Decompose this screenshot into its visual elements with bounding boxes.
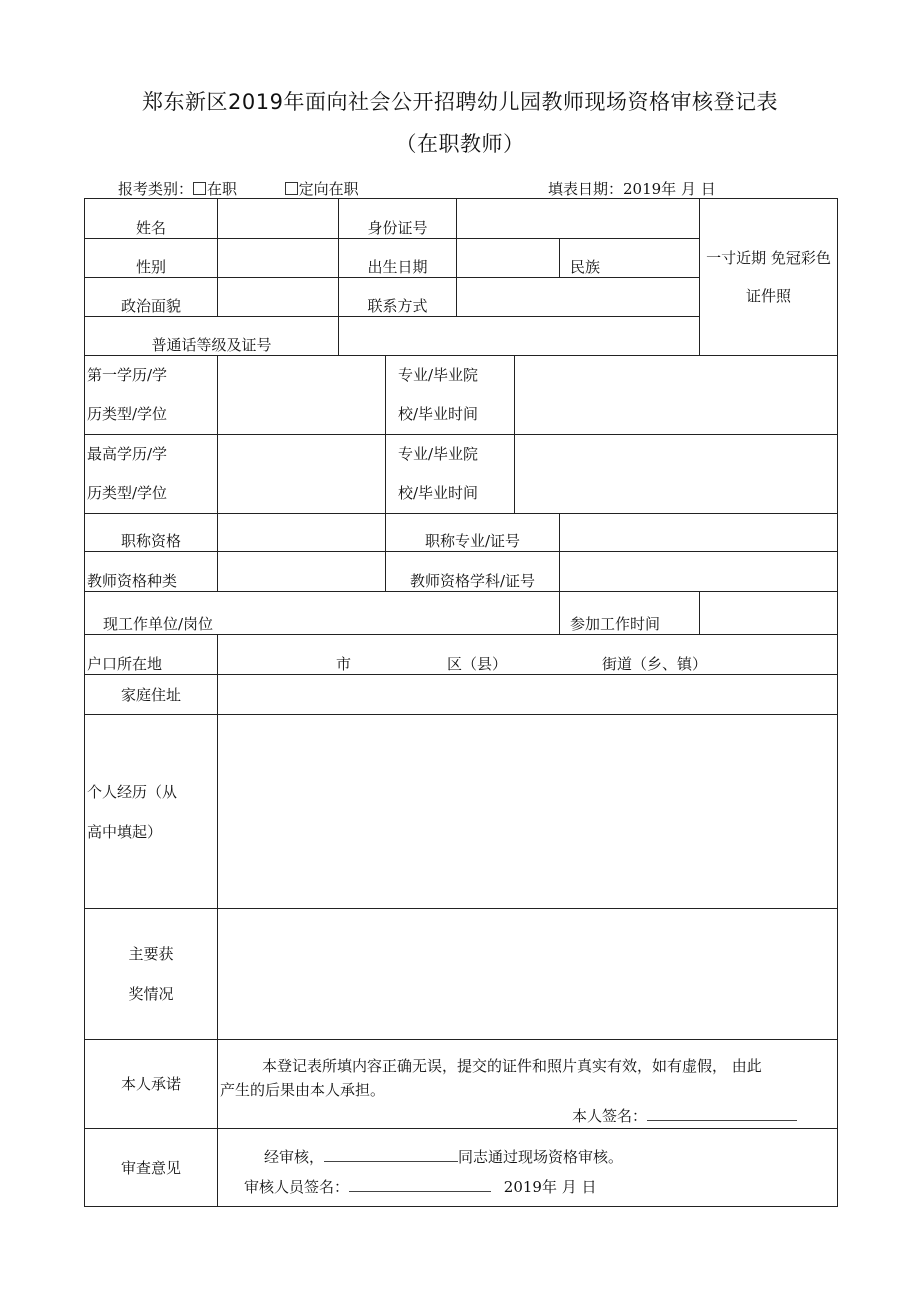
review-text-row — [218, 1145, 837, 1169]
field-awards[interactable] — [218, 909, 838, 1040]
photo-area — [700, 199, 838, 356]
pledge-text-line2: 产生的后果由本人承担。 — [220, 1081, 386, 1099]
review-date: 2019年 月 日 — [503, 1178, 597, 1196]
field-work-start[interactable] — [700, 592, 838, 635]
label-title-qual: 职称资格 — [85, 514, 218, 552]
registration-table — [84, 198, 838, 1207]
field-teacher-qual-subject[interactable] — [560, 552, 838, 592]
label-birth-date: 出生日期 — [339, 239, 457, 278]
label-political-status: 政治面貌 — [85, 278, 218, 317]
review-sign-label: 审核人员签名： — [244, 1178, 350, 1196]
pledge-sign-label: 本人签名： — [572, 1107, 648, 1125]
label-contact: 联系方式 — [339, 278, 457, 317]
label-id-number: 身份证号 — [339, 199, 457, 239]
review-area — [218, 1129, 838, 1207]
field-political-status[interactable] — [218, 278, 339, 317]
field-title-major[interactable] — [560, 514, 838, 552]
pledge-sign-line[interactable] — [647, 1106, 797, 1121]
label-name: 姓名 — [85, 199, 218, 239]
pledge-text-line1: 本登记表所填内容正确无误，提交的证件和照片真实有效，如有虚假， 由此 — [262, 1057, 762, 1075]
label-teacher-qual-type: 教师资格种类 — [85, 552, 218, 592]
review-text-end: 同志通过现场资格审核。 — [458, 1148, 624, 1166]
review-name-line[interactable] — [324, 1147, 458, 1162]
label-hukou: 户口所在地 — [85, 635, 218, 675]
field-contact[interactable] — [457, 278, 700, 317]
checkbox-incumbent[interactable] — [193, 182, 206, 195]
label-ethnicity: 民族 — [560, 239, 700, 278]
label-teacher-qual-subject: 教师资格学科/证号 — [386, 552, 560, 592]
field-address[interactable] — [218, 675, 838, 715]
label-major-school-2: 专业/毕业院 校/毕业时间 — [386, 435, 515, 514]
label-work-start: 参加工作时间 — [560, 592, 700, 635]
category-line — [118, 178, 359, 199]
field-teacher-qual-type[interactable] — [218, 552, 386, 592]
checkbox-directed[interactable] — [285, 182, 298, 195]
field-title-qual[interactable] — [218, 514, 386, 552]
label-mandarin: 普通话等级及证号 — [85, 317, 339, 356]
field-major-school[interactable] — [515, 356, 838, 435]
field-birth-date[interactable] — [457, 239, 560, 278]
label-gender: 性别 — [85, 239, 218, 278]
pledge-area — [218, 1040, 838, 1129]
label-pledge: 本人承诺 — [85, 1040, 218, 1129]
fill-date: 填表日期：2019年 月 日 — [548, 180, 716, 198]
label-resume: 个人经历（从 高中填起） — [85, 715, 218, 909]
photo-label: 一寸近期 免冠彩色 证件照 — [706, 249, 831, 305]
field-hukou[interactable] — [218, 635, 838, 675]
hukou-street: 街道（乡、镇） — [602, 655, 708, 673]
form-subtitle: （在职教师） — [395, 132, 525, 156]
hukou-city: 市 — [336, 655, 352, 673]
review-sign-line[interactable] — [349, 1177, 491, 1192]
label-major-school: 专业/毕业院 校/毕业时间 — [386, 356, 515, 435]
label-title-major: 职称专业/证号 — [386, 514, 560, 552]
label-highest-degree: 最高学历/学 历类型/学位 — [85, 435, 218, 514]
field-major-school-2[interactable] — [515, 435, 838, 514]
pledge-sign-row — [218, 1102, 837, 1128]
field-id-number[interactable] — [457, 199, 700, 239]
review-sign-row — [218, 1169, 837, 1199]
option-directed: 定向在职 — [298, 180, 359, 198]
category-label: 报考类别： — [118, 180, 194, 198]
form-title: 郑东新区2019年面向社会公开招聘幼儿园教师现场资格审核登记表 — [142, 90, 778, 114]
field-first-degree[interactable] — [218, 356, 386, 435]
label-awards: 主要获 奖情况 — [85, 909, 218, 1040]
review-text-start: 经审核， — [264, 1148, 325, 1166]
label-first-degree: 第一学历/学 历类型/学位 — [85, 356, 218, 435]
label-review: 审查意见 — [85, 1129, 218, 1207]
field-gender[interactable] — [218, 239, 339, 278]
field-name[interactable] — [218, 199, 339, 239]
field-resume[interactable] — [218, 715, 838, 909]
hukou-district: 区（县） — [447, 655, 508, 673]
label-address: 家庭住址 — [85, 675, 218, 715]
option-incumbent: 在职 — [207, 180, 238, 198]
field-highest-degree[interactable] — [218, 435, 386, 514]
field-mandarin[interactable] — [339, 317, 700, 356]
label-current-unit: 现工作单位/岗位 — [85, 592, 560, 635]
